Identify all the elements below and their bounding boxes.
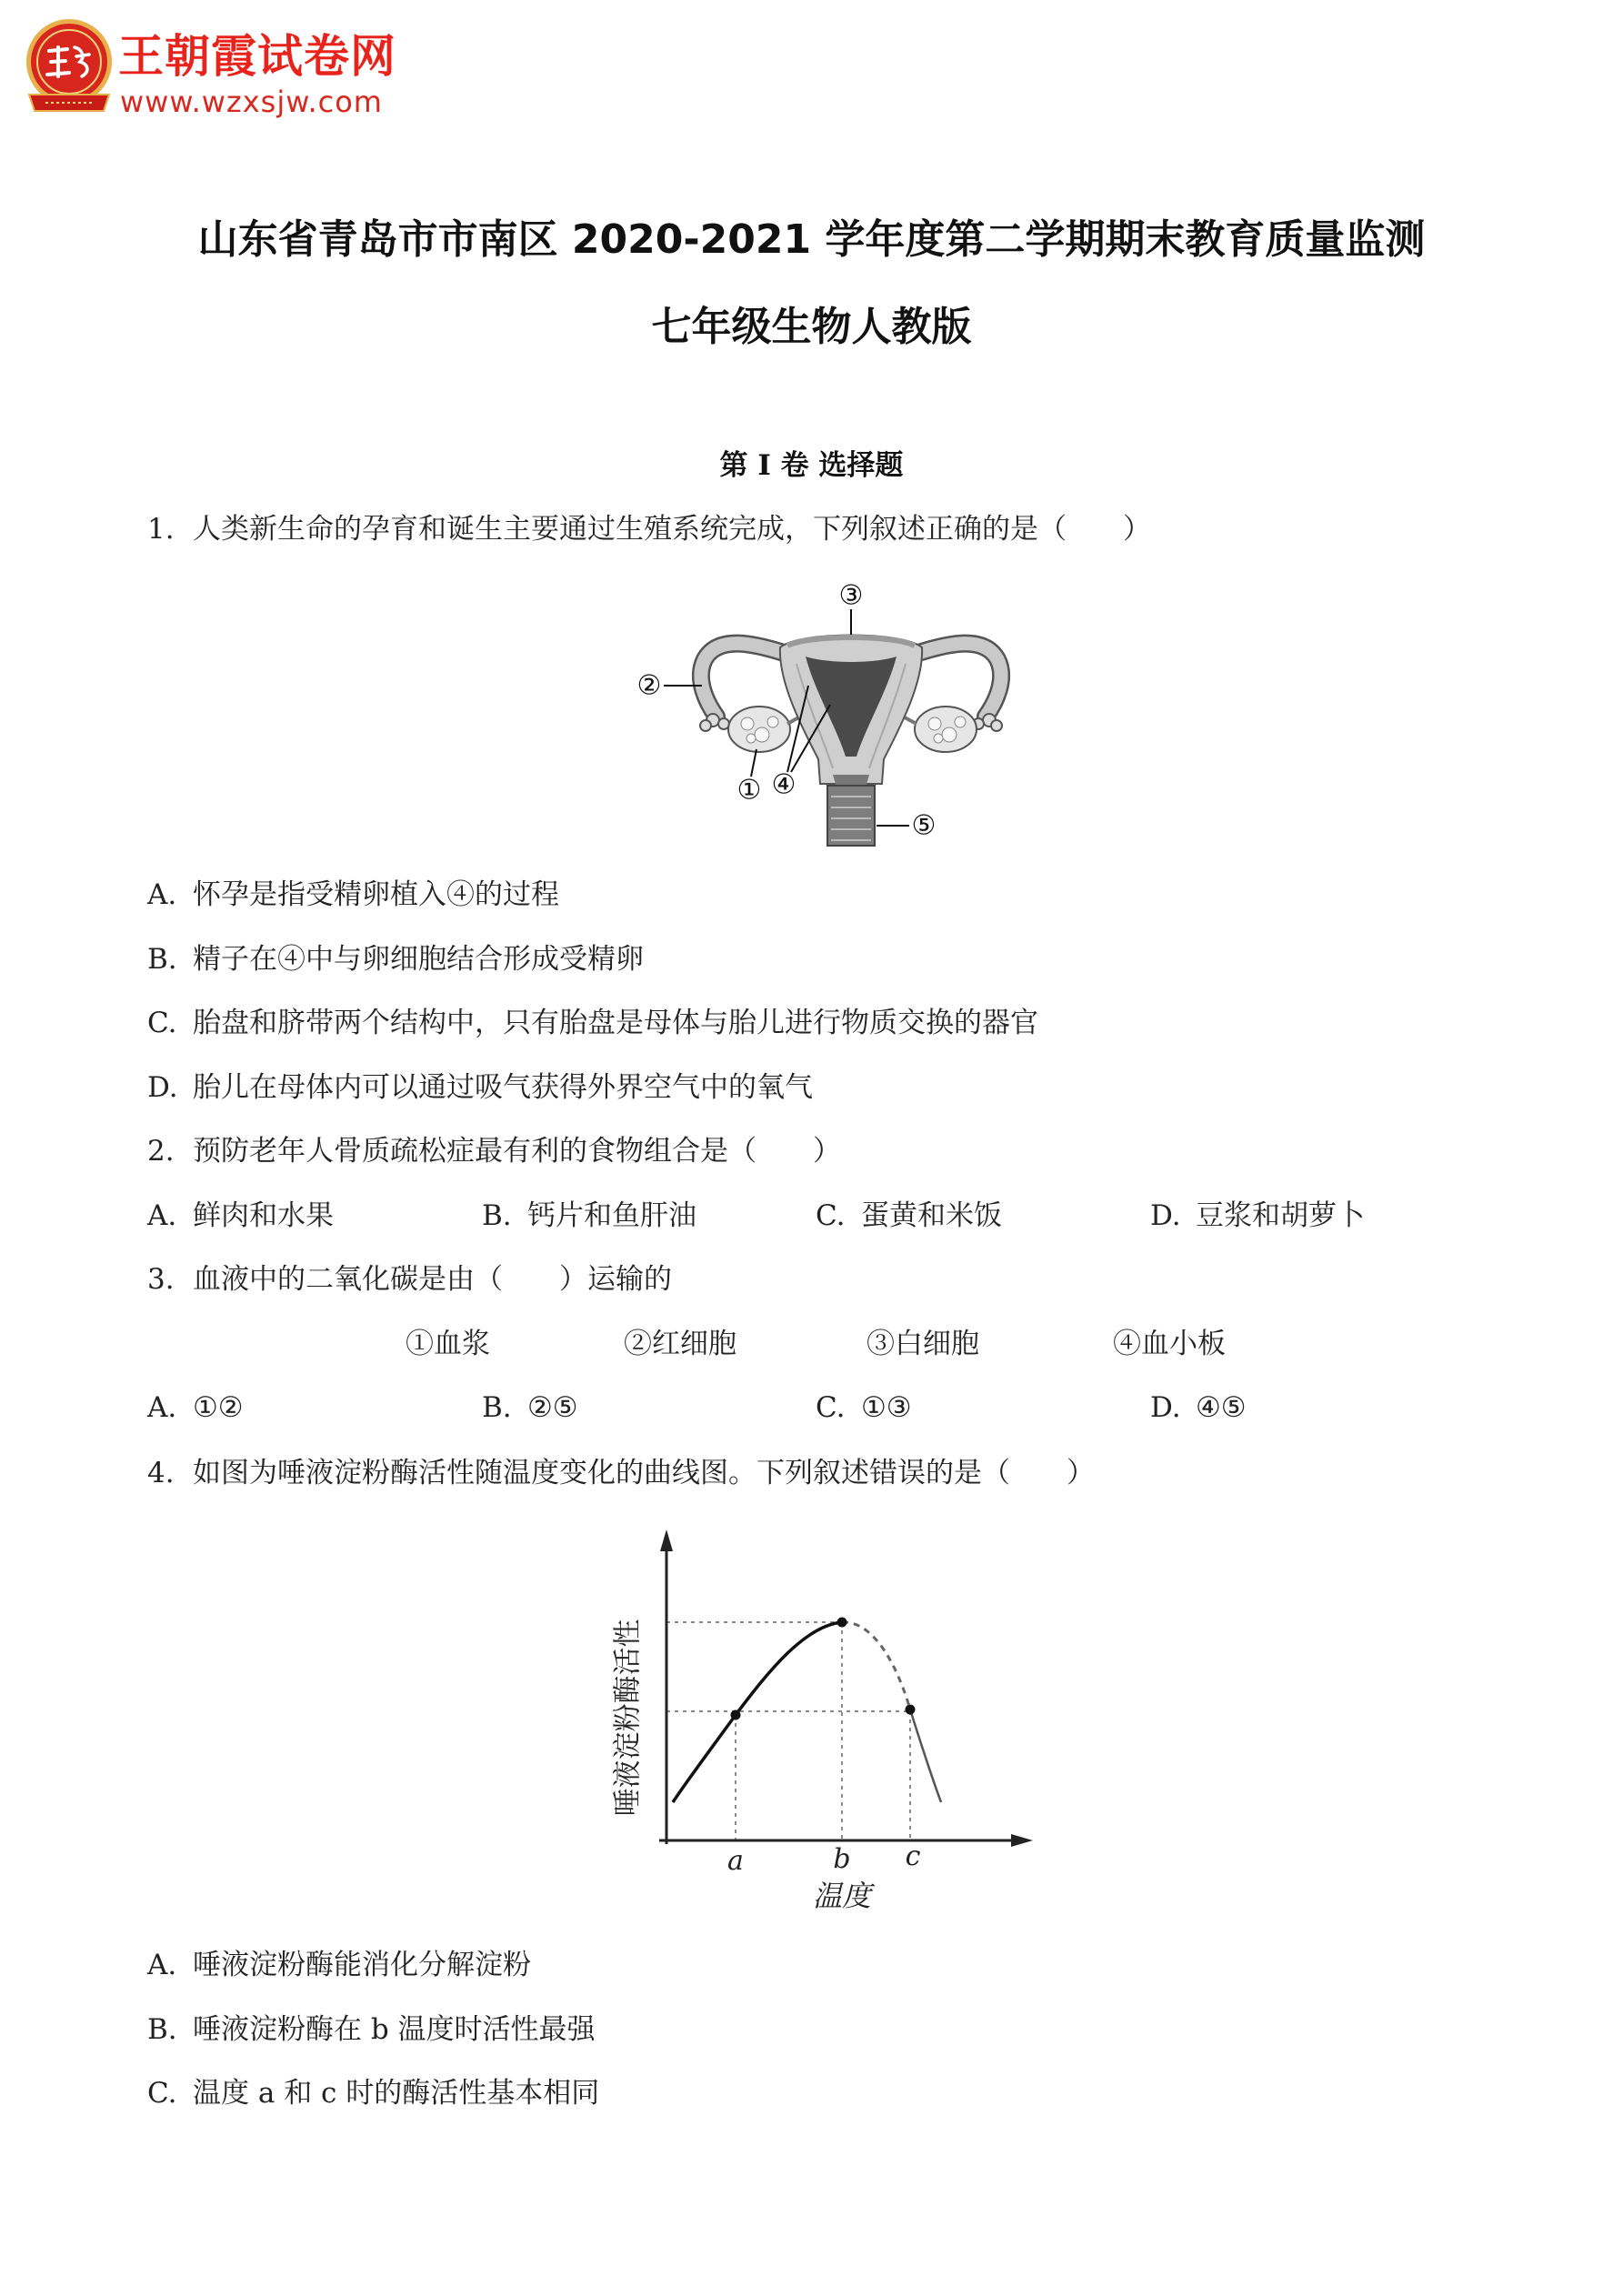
question-number: 1. — [147, 513, 175, 546]
option-label: D. — [1150, 1391, 1181, 1424]
point-b — [837, 1618, 847, 1628]
option-label: B. — [482, 1199, 512, 1232]
option-text: ④⑤ — [1196, 1391, 1247, 1424]
q3-option-a — [147, 1391, 244, 1424]
q1-option-a — [147, 878, 559, 911]
q3-option-b — [482, 1391, 578, 1424]
site-logo — [22, 16, 116, 116]
option-label: C. — [147, 1007, 177, 1039]
exam-title-line2: 七年级生物人教版 — [651, 304, 972, 350]
q2-option-a — [147, 1199, 334, 1232]
option-text: 怀孕是指受精卵植入④的过程 — [193, 878, 559, 911]
question-stem: 预防老年人骨质疏松症最有利的食物组合是（ ） — [193, 1135, 841, 1168]
q1-option-b — [147, 943, 644, 976]
option-text: 唾液淀粉酶能消化分解淀粉 — [193, 1949, 531, 1981]
x-axis-title: 温度 — [812, 1879, 872, 1913]
option-label: B. — [147, 943, 177, 976]
curve-falling — [842, 1622, 910, 1709]
question-3 — [147, 1263, 672, 1296]
option-label: B. — [482, 1391, 512, 1424]
question-2 — [147, 1135, 841, 1168]
q3-options — [0, 1391, 1623, 1424]
left-ovary — [728, 707, 790, 752]
option-label: A. — [147, 1949, 177, 1981]
q3-item-4: ④血小板 — [1113, 1328, 1226, 1360]
x-tick-b: b — [833, 1843, 851, 1875]
option-text: 胎儿在母体内可以通过吸气获得外界空气中的氧气 — [193, 1071, 813, 1104]
x-tick-c: c — [905, 1840, 921, 1872]
site-name: 王朝霞试卷网 — [118, 30, 396, 83]
x-axis-arrow — [1011, 1834, 1033, 1847]
q3-item-3: ③白细胞 — [867, 1328, 979, 1360]
option-label: D. — [147, 1071, 178, 1104]
question-number: 2. — [147, 1135, 175, 1168]
vagina — [827, 786, 875, 846]
q3-option-c — [816, 1391, 912, 1424]
q2-options — [0, 1199, 1623, 1232]
right-fallopian-tube — [918, 644, 1001, 717]
section-title: 第 I 卷 选择题 — [719, 449, 904, 482]
option-label: A. — [147, 878, 177, 911]
curve-tail — [910, 1709, 941, 1802]
exam-title-line1: 山东省青岛市市南区 2020-2021 学年度第二学期期末教育质量监测 — [197, 216, 1426, 263]
option-label: C. — [147, 2077, 177, 2110]
q4-option-b — [147, 2013, 596, 2046]
q1-option-d — [147, 1071, 813, 1104]
option-label: D. — [1150, 1199, 1181, 1232]
q3-option-d — [1150, 1391, 1247, 1424]
question-stem: 如图为唾液淀粉酶活性随温度变化的曲线图。下列叙述错误的是（ ） — [193, 1457, 1095, 1489]
y-axis-title: 唾液淀粉酶活性 — [611, 1619, 645, 1817]
female-reproductive-system-diagram — [618, 573, 1037, 855]
chart-guide-lines — [666, 1622, 910, 1840]
point-c — [906, 1705, 916, 1715]
option-text: 鲜肉和水果 — [193, 1199, 334, 1232]
q4-option-c — [147, 2077, 599, 2110]
x-tick-a: a — [727, 1845, 744, 1877]
option-label: A. — [147, 1391, 177, 1424]
option-label: A. — [147, 1199, 177, 1232]
left-fallopian-tube — [701, 644, 784, 717]
option-text: 温度 a 和 c 时的酶活性基本相同 — [193, 2077, 600, 2110]
question-1 — [147, 513, 1151, 546]
question-4 — [147, 1457, 1095, 1489]
q3-item-2: ②红细胞 — [624, 1328, 736, 1360]
enzyme-activity-chart — [582, 1509, 1055, 1928]
option-text: 钙片和鱼肝油 — [527, 1199, 696, 1232]
option-text: ①③ — [861, 1391, 912, 1424]
q2-option-c — [816, 1199, 1002, 1232]
question-stem: 血液中的二氧化碳是由（ ）运输的 — [193, 1263, 672, 1296]
label-4: ④ — [771, 768, 796, 801]
question-number: 4. — [147, 1457, 175, 1489]
y-axis-arrow — [660, 1529, 673, 1551]
label-1: ① — [736, 774, 762, 807]
q2-option-d — [1150, 1199, 1365, 1232]
option-text: 唾液淀粉酶在 b 温度时活性最强 — [193, 2013, 596, 2046]
option-label: C. — [816, 1199, 846, 1232]
option-label: C. — [816, 1391, 846, 1424]
option-text: ①② — [193, 1391, 244, 1424]
option-text: ②⑤ — [527, 1391, 578, 1424]
question-number: 3. — [147, 1263, 175, 1296]
label-5: ⑤ — [911, 809, 937, 842]
q4-option-a — [147, 1949, 531, 1981]
option-text: 豆浆和胡萝卜 — [1196, 1199, 1365, 1232]
q1-option-c — [147, 1007, 1038, 1039]
question-stem: 人类新生命的孕育和诞生主要通过生殖系统完成，下列叙述正确的是（ ） — [193, 513, 1151, 546]
q3-items — [0, 1328, 1623, 1360]
right-ovary — [915, 707, 977, 752]
option-label: B. — [147, 2013, 177, 2046]
option-text: 胎盘和脐带两个结构中，只有胎盘是母体与胎儿进行物质交换的器官 — [193, 1007, 1038, 1039]
q2-option-b — [482, 1199, 696, 1232]
label-2: ② — [636, 669, 662, 702]
site-url: www.wzxsjw.com — [120, 85, 383, 119]
q3-item-1: ①血浆 — [406, 1328, 490, 1360]
option-text: 精子在④中与卵细胞结合形成受精卵 — [193, 943, 644, 976]
label-3: ③ — [838, 579, 864, 612]
point-a — [731, 1710, 741, 1720]
option-text: 蛋黄和米饭 — [861, 1199, 1002, 1232]
